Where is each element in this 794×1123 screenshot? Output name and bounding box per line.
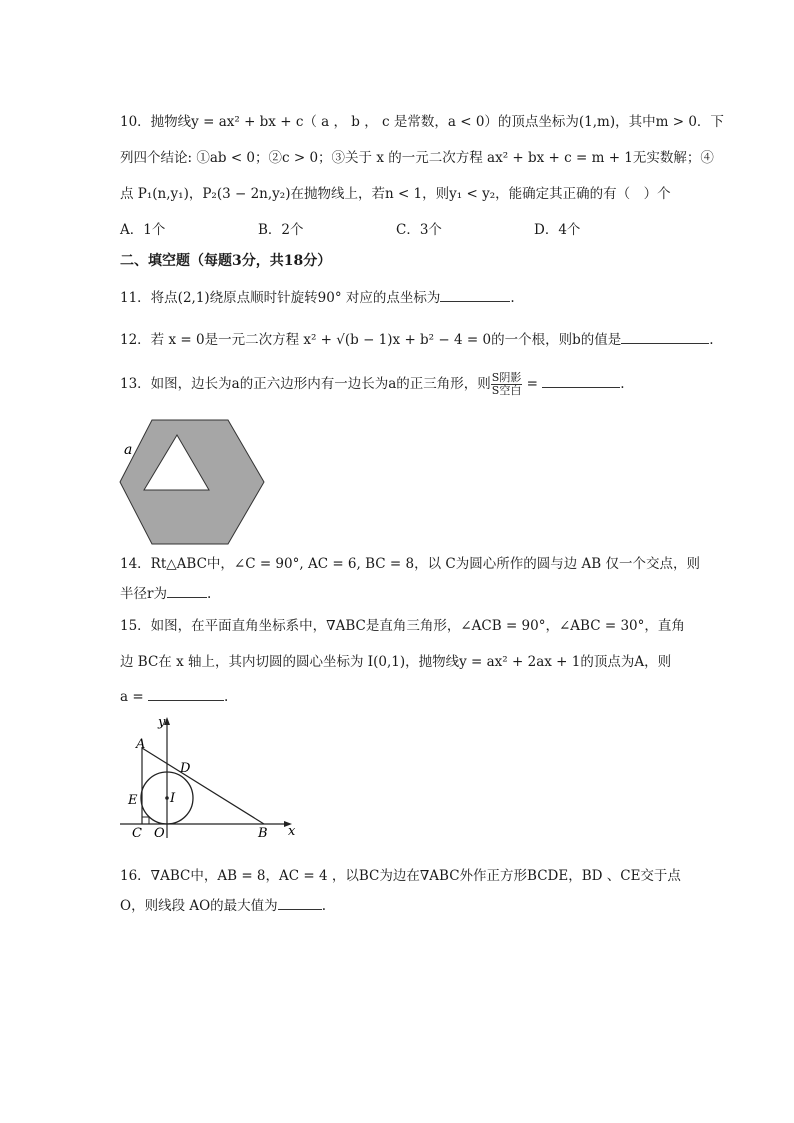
hexagon-figure bbox=[118, 418, 268, 546]
q15-end: . bbox=[223, 689, 229, 705]
q16-end: . bbox=[321, 898, 326, 914]
q15-line3-wrap bbox=[120, 686, 228, 705]
q14-line1: 14．Rt△ABC中，∠C = 90°, AC = 6, BC = 8，以 C为圆心所作的圆与边 AB 仅一个交点，则 bbox=[120, 556, 700, 572]
q13-answer-blank[interactable] bbox=[542, 373, 620, 388]
label-a: A bbox=[136, 737, 146, 752]
side-ab bbox=[142, 748, 264, 824]
right-angle-mark bbox=[142, 817, 149, 824]
label-c: C bbox=[132, 826, 142, 841]
q10-option-a: A．1个 bbox=[120, 222, 166, 238]
q10-option-c: C．3个 bbox=[396, 222, 442, 238]
q15-line1: 15．如图，在平面直角坐标系中，∇ABC是直角三角形，∠ACB = 90°，∠ABC = 30°，直角 bbox=[120, 618, 685, 634]
q13-end: . bbox=[620, 376, 625, 392]
q16-line2: O，则线段 AO的最大值为 bbox=[120, 898, 278, 914]
q13-text: 13．如图，边长为a的正六边形内有一边长为a的正三角形，则 bbox=[120, 376, 491, 392]
incenter-dot bbox=[165, 796, 169, 800]
section-heading: 二、填空题（每题3分，共18分） bbox=[120, 253, 332, 269]
q15-line3: a = bbox=[120, 689, 148, 705]
q14-line2: 半径r为 bbox=[120, 586, 167, 602]
q13-frac-den: S空白 bbox=[491, 384, 522, 397]
label-i: I bbox=[170, 791, 176, 806]
q12-text: 12．若 x = 0是一元二次方程 x² + √(b − 1)x + b² − 4 = 0的一个根，则b的值是 bbox=[120, 332, 622, 348]
q16-line2-wrap bbox=[120, 894, 326, 914]
q15-line2: 边 BC在 x 轴上，其内切圆的圆心坐标为 I(0,1)，抛物线y = ax² + 2ax + 1的顶点为A，则 bbox=[120, 654, 672, 670]
label-d: D bbox=[180, 761, 191, 776]
q12-answer-blank[interactable] bbox=[621, 329, 709, 344]
q13-fraction bbox=[491, 372, 523, 397]
q13-frac-num: S阴影 bbox=[491, 371, 522, 384]
triangle-incircle-figure bbox=[118, 712, 302, 842]
q16-line1: 16．∇ABC中，AB = 8，AC = 4 ，以BC为边在∇ABC外作正方形BCDE，BD 、CE交于点 bbox=[120, 868, 681, 884]
q11-answer-blank[interactable] bbox=[440, 287, 510, 302]
q10-line1: 10．抛物线y = ax² + bx + c（ a ， b ， c 是常数，a < 0）的顶点坐标为(1,m)，其中m > 0．下 bbox=[120, 114, 724, 130]
label-x: x bbox=[288, 824, 296, 839]
q12 bbox=[120, 328, 714, 348]
label-e: E bbox=[128, 793, 138, 808]
q10-option-d: D．4个 bbox=[534, 222, 581, 238]
q11 bbox=[120, 286, 515, 306]
q10-option-b: B．2个 bbox=[258, 222, 304, 238]
q10-line3: 点 P₁(n,y₁)，P₂(3 − 2n,y₂)在抛物线上，若n < 1，则y₁ < y₂，能确定其正确的有（ ）个 bbox=[120, 186, 671, 202]
q16-answer-blank[interactable] bbox=[278, 895, 322, 910]
label-b: B bbox=[258, 826, 268, 841]
q10-line2: 列四个结论: ①ab < 0；②c > 0；③关于 x 的一元二次方程 ax² + bx + c = m + 1无实数解；④ bbox=[120, 150, 714, 166]
q11-end: . bbox=[510, 290, 515, 306]
label-o: O bbox=[154, 826, 165, 841]
q14-end: . bbox=[206, 586, 212, 602]
q13 bbox=[120, 372, 625, 397]
q14-line2-wrap bbox=[120, 582, 211, 602]
q12-end: . bbox=[709, 332, 714, 348]
q11-text: 11．将点(2,1)绕原点顺时针旋转90° 对应的点坐标为 bbox=[120, 290, 441, 306]
q14-answer-blank[interactable] bbox=[167, 583, 207, 598]
q15-answer-blank[interactable] bbox=[148, 686, 224, 701]
hexagon-side-label: a bbox=[124, 442, 133, 458]
label-y: y bbox=[158, 715, 166, 730]
q13-eq: = bbox=[522, 376, 543, 392]
